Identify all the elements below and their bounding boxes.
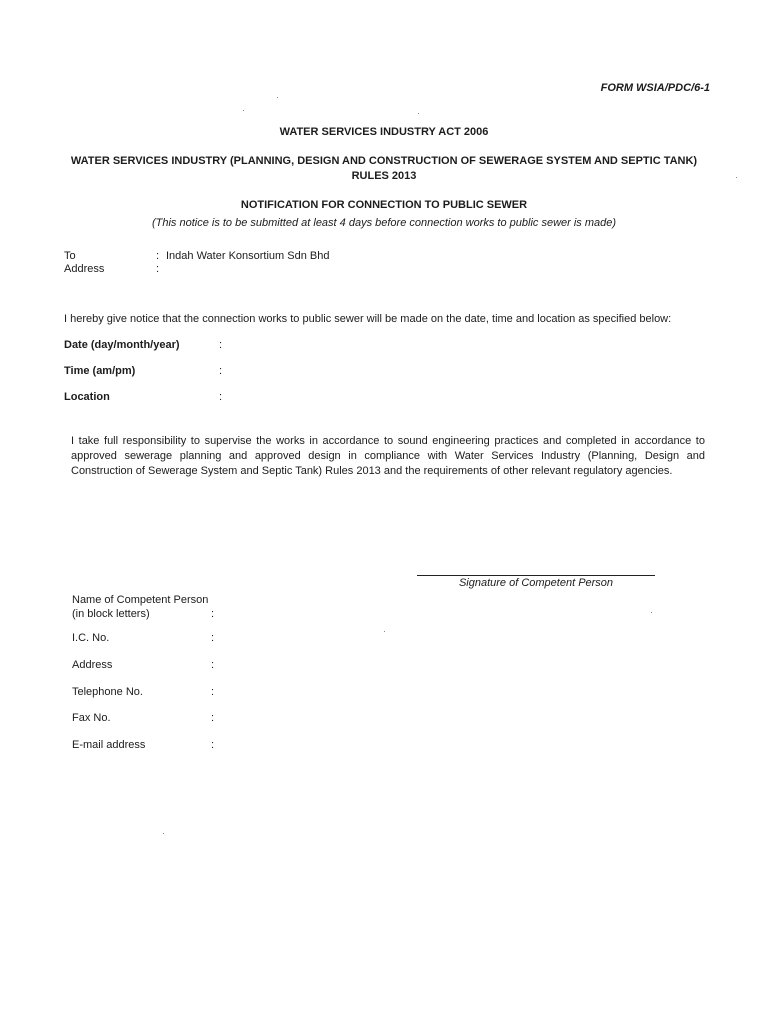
- scan-speck: [418, 113, 419, 114]
- email-label: E-mail address: [72, 739, 146, 751]
- time-label: Time (am/pm): [64, 365, 136, 377]
- cp-address-colon: :: [211, 659, 215, 671]
- telephone-colon: :: [211, 686, 215, 698]
- notification-note: (This notice is to be submitted at least 4 days before connection works to public sewer is made): [151, 217, 617, 229]
- rules-title: WATER SERVICES INDUSTRY (PLANNING, DESIGN AND CONSTRUCTION OF SEWERAGE SYSTEM AND SEPTIC TANK) RULES 2013: [70, 155, 698, 182]
- act-title: WATER SERVICES INDUSTRY ACT 2006: [279, 126, 489, 138]
- ic-colon: :: [211, 632, 215, 644]
- time-colon: :: [219, 365, 223, 377]
- intro-text: I hereby give notice that the connection works to public sewer will be made on the date, time and location as specified below:: [64, 313, 672, 325]
- name-label: Name of Competent Person: [72, 594, 209, 606]
- date-label: Date (day/month/year): [64, 339, 180, 351]
- to-colon: :: [156, 250, 160, 262]
- notification-title: NOTIFICATION FOR CONNECTION TO PUBLIC SEWER: [240, 199, 528, 211]
- scan-speck: [651, 612, 652, 613]
- cp-address-label: Address: [72, 659, 113, 671]
- scan-speck: [736, 177, 737, 178]
- name-label-sub: (in block letters): [72, 608, 150, 620]
- scan-speck: [243, 110, 244, 111]
- scan-speck: [277, 97, 278, 98]
- signature-line: [417, 575, 655, 576]
- to-label: To: [64, 250, 76, 262]
- scan-speck: [384, 631, 385, 632]
- name-colon: :: [211, 608, 215, 620]
- fax-label: Fax No.: [72, 712, 111, 724]
- fax-colon: :: [211, 712, 215, 724]
- ic-label: I.C. No.: [72, 632, 110, 644]
- signature-label: Signature of Competent Person: [458, 577, 614, 589]
- date-colon: :: [219, 339, 223, 351]
- to-value: Indah Water Konsortium Sdn Bhd: [166, 250, 330, 262]
- address-colon: :: [156, 263, 160, 275]
- scan-speck: [163, 833, 164, 834]
- location-label: Location: [64, 391, 110, 403]
- form-code: FORM WSIA/PDC/6-1: [600, 82, 710, 94]
- email-colon: :: [211, 739, 215, 751]
- address-label: Address: [64, 263, 105, 275]
- telephone-label: Telephone No.: [72, 686, 143, 698]
- responsibility-paragraph: I take full responsibility to supervise the works in accordance to sound engineering practices and completed in accordance to approved sewerage planning and approved design in compliance with Water Services Industry (Planning, Design and Construction of Sewerage System and Septic Tank) Rules 2013 and the requirements of other relevant regulatory agencies.: [71, 435, 705, 477]
- location-colon: :: [219, 391, 223, 403]
